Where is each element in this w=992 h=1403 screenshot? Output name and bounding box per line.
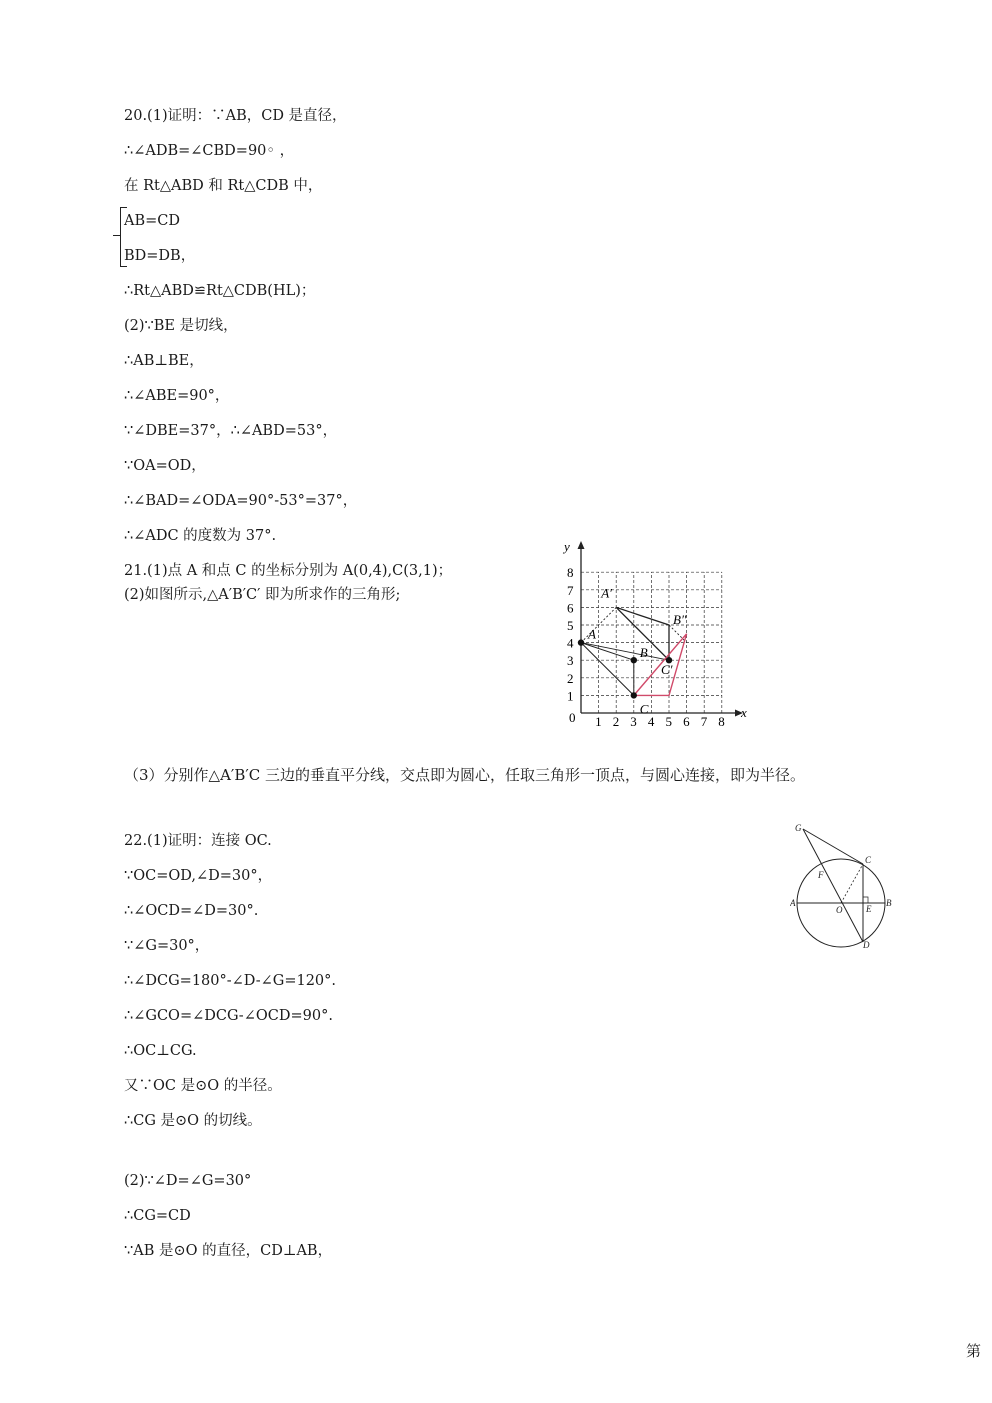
label-b: B [886,898,892,908]
x-tick-label: 1 [595,714,602,729]
q21-line-1: 21.(1)点 A 和点 C 的坐标分别为 A(0,4),C(3,1)； [124,563,453,579]
q20-line-4: AB=CD [124,213,180,229]
label-f: F [818,870,824,880]
x-tick-label: 6 [683,714,690,729]
q22-line-6: ∴∠GCO=∠DCG-∠OCD=90°. [124,1008,333,1024]
y-tick-labels [567,565,574,703]
q22-line-10: (2)∵∠D=∠G=30° [124,1173,252,1189]
y-tick-label: 1 [567,688,574,704]
system-brace-tick [113,235,121,236]
x-tick-label: 7 [700,714,708,729]
q20-line-6: ∴Rt△ABD≌Rt△CDB(HL)； [124,283,316,299]
axes [578,541,744,717]
label-c: C [865,855,872,865]
y-tick-label: 6 [567,600,574,616]
point-label: A [588,626,596,642]
right-angle-mark [863,897,868,903]
triangle-abc [581,643,634,696]
x-tick-label: 4 [647,714,655,729]
q22-line-8: 又∵OC 是⊙O 的半径。 [124,1078,282,1094]
dashed-b-double-prime [669,625,687,643]
point-label: C′ [661,662,673,678]
triangles [578,607,687,698]
x-axis-label: x [741,705,747,720]
page-number-mark: 第 [966,1342,982,1360]
radius-oc [841,864,863,903]
x-tick-label: 3 [630,714,637,729]
q22-line-4: ∵∠G=30°， [124,938,210,954]
y-axis-arrow [578,541,585,549]
x-tick-label: 5 [665,714,672,729]
point-dot [631,657,637,663]
q20-line-13: ∴∠ADC 的度数为 37°. [124,528,277,544]
point-label: A′ [601,585,612,601]
y-tick-label: 8 [567,565,574,581]
y-tick-label: 5 [567,618,574,633]
q20-line-2: ∴∠ADB=∠CBD=90◦ ， [124,143,295,159]
grid-figure [555,535,755,735]
q20-line-8: ∴AB⊥BE， [124,353,204,369]
label-d: D [863,940,870,950]
q22-line-9: ∴CG 是⊙O 的切线。 [124,1113,262,1129]
q20-line-12: ∴∠BAD=∠ODA=90°-53°=37°， [124,493,358,509]
origin-label: 0 [569,710,576,725]
x-tick-label: 8 [718,714,725,729]
point-label: C [639,701,649,717]
x-tick-labels [595,714,725,729]
q22-line-1: 22.(1)证明：连接 OC. [124,833,272,849]
point-dot [631,692,637,698]
q20-line-11: ∵OA=OD， [124,458,206,474]
q20-line-1: 20.(1)证明：∵AB，CD 是直径， [124,108,347,124]
q22-line-5: ∴∠DCG=180°-∠D-∠G=120°. [124,973,337,989]
q22-line-12: ∵AB 是⊙O 的直径，CD⊥AB， [124,1243,333,1259]
x-tick-label: 2 [612,714,620,729]
q22-line-3: ∴∠OCD=∠D=30°. [124,903,259,919]
q20-line-7: (2)∵BE 是切线， [124,318,238,334]
q21-line-2: (2)如图所示,△A′B′C′ 即为所求作的三角形; [124,587,401,603]
q21-part3: （3）分别作△A′B′C 三边的垂直平分线，交点即为圆心，任取三角形一顶点，与圆心连接，即为半径。 [124,766,805,784]
q20-line-10: ∵∠DBE=37°，∴∠ABD=53°， [124,423,338,439]
y-tick-label: 3 [567,653,574,669]
point-label: B [639,645,648,661]
y-tick-label: 4 [567,635,574,651]
label-g: G [795,823,802,833]
y-tick-label: 7 [567,582,574,598]
circle-figure [790,820,900,950]
q20-line-5: BD=DB， [124,248,196,264]
point-label: B″ [673,612,687,627]
q20-line-9: ∴∠ABE=90°， [124,388,230,404]
q20-line-3: 在 Rt△ABD 和 Rt△CDB 中， [124,178,323,194]
label-e: E [866,904,872,914]
q22-line-2: ∵OC=OD,∠D=30°， [124,868,273,884]
q22-line-11: ∴CG=CD [124,1208,191,1224]
point-dot [578,639,584,645]
label-o: O [836,905,843,915]
y-axis-label: y [564,539,570,554]
q22-line-7: ∴OC⊥CG. [124,1043,197,1059]
label-a: A [790,898,796,908]
y-tick-label: 2 [567,670,574,686]
